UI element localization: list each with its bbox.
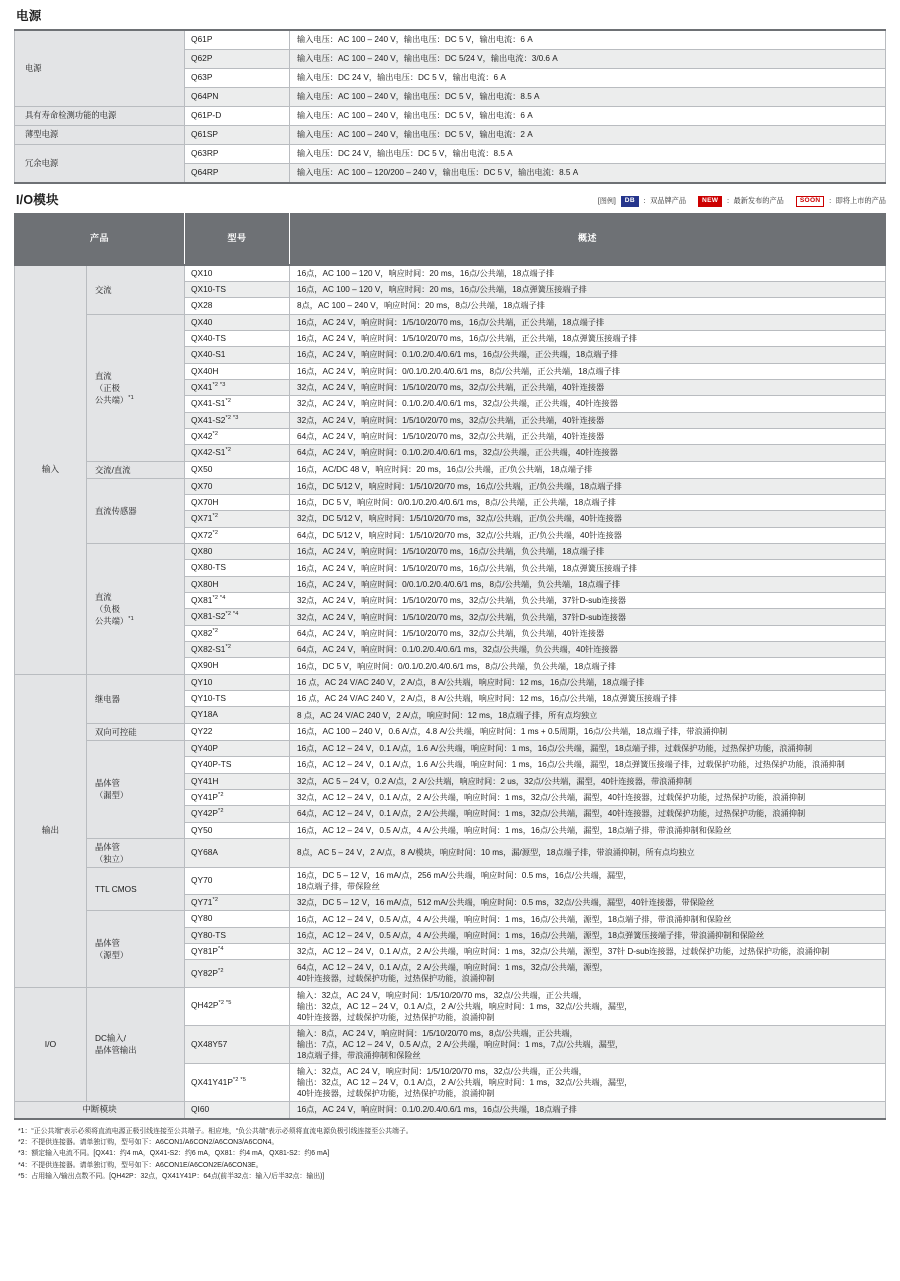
power-category-cell: 薄型电源 — [15, 125, 185, 144]
io-desc-cell: 32点，AC 24 V，响应时间：1/5/10/20/70 ms，32点/公共端，正公共端，40针连接器 — [290, 412, 886, 428]
io-desc-cell: 16点，AC 24 V，响应时间：0.1/0.2/0.4/0.6/1 ms，16点/公共端，正公共端，18点端子排 — [290, 347, 886, 363]
io-model-cell: $QX41Y41P^{*2 *5}$ — [185, 1063, 290, 1101]
footnote-marker: *2 — [225, 644, 232, 651]
legend — [598, 196, 886, 208]
io-desc-cell: 16点，AC 12 – 24 V，0.5 A/点，4 A/公共端，响应时间：1 ms，16点/公共端，源型，18点弹簧压接端子排，带浪涌抑制和保险丝 — [290, 927, 886, 943]
column-header-product: 产品 — [15, 213, 185, 265]
table-row — [15, 1102, 886, 1119]
footnote-marker: *2 — [212, 897, 219, 904]
io-section-title: I/O模块 — [16, 192, 59, 207]
io-model-cell: QX41-S1$^{*2}$ — [185, 396, 290, 412]
io-desc-cell: 8 点，AC 24 V/AC 240 V，2 A/点，响应时间：12 ms，18点端子排，所有点均独立 — [290, 707, 886, 723]
io-desc-cell: 16点，AC 12 – 24 V，0.1 A/点，1.6 A/公共端，响应时间：1 ms，16点/公共端，漏型，18点端子排，过载保护功能，过热保护功能，浪涌抑制 — [290, 740, 886, 756]
power-desc-cell: 输入电压：AC 100 – 240 V，输出电压：DC 5 V，输出电流：2 A — [290, 125, 886, 144]
legend-lead: [图例] — [597, 198, 616, 206]
io-desc-cell: 输入：8点，AC 24 V，响应时间：1/5/10/20/70 ms，8点/公共端，正公共端， 输出：7点，AC 12 – 24 V，0.5 A/点，2 A/公共端，响应时间：1 ms，7点/公共端，漏型， 18点端子排，带浪涌抑制和保险丝 — [290, 1025, 886, 1063]
footnotes — [14, 1126, 886, 1183]
io-model-cell: $QX41^{*2 *3}$ — [185, 379, 290, 395]
io-model-cell: QY71$^{*2}$ — [185, 895, 290, 911]
footnote-line: *1：“正公共端”表示必须将直流电源正极引线连接至公共端子。相应地，“负公共端”表示必须将直流电源负极引线连接至公共端子。 — [18, 1127, 413, 1135]
io-desc-cell: 16点，AC 12 – 24 V，0.5 A/点，4 A/公共端，响应时间：1 ms，16点/公共端，源型，18点端子排，带浪涌抑制和保险丝 — [290, 911, 886, 927]
footnote-marker: *2 — [225, 398, 232, 405]
io-group-cell: 中断模块 — [15, 1102, 185, 1119]
table-row — [15, 461, 886, 478]
io-model-cell: QX80 — [185, 544, 290, 560]
io-model-cell: $QY81P^{*4}$ — [185, 944, 290, 960]
io-group-cell: 输出 — [15, 674, 87, 987]
io-model-cell: QX50 — [185, 461, 290, 478]
power-model-cell: Q64RP — [185, 163, 290, 183]
power-desc-cell: 输入电压：DC 24 V，输出电压：DC 5 V，输出电流：8.5 A — [290, 144, 886, 163]
io-model-cell: QX80H — [185, 576, 290, 592]
io-model-cell: QY22 — [185, 723, 290, 740]
io-subgroup-cell: 继电器 — [87, 674, 185, 723]
legend-text-soon: ：即将上市的产品 — [828, 196, 886, 206]
footnote-marker: *2 *5 — [232, 1077, 247, 1084]
power-model-cell: Q61SP — [185, 125, 290, 144]
io-subgroup-cell: 直流传感器 — [87, 478, 185, 543]
power-model-cell: Q63P — [185, 68, 290, 87]
io-desc-cell: 16点，AC 12 – 24 V，0.5 A/点，4 A/公共端，响应时间：1 ms，16点/公共端，漏型，18点端子排，带浪涌抑制和保险丝 — [290, 822, 886, 838]
footnote-marker: *2 — [218, 808, 224, 815]
io-desc-cell: 16 点，AC 24 V/AC 240 V，2 A/点，8 A/公共端，响应时间：12 ms，16点/公共端，18点弹簧压接端子排 — [290, 691, 886, 707]
legend-badge-db: DB — [621, 196, 639, 207]
io-model-cell: QY10 — [185, 674, 290, 690]
io-desc-cell: 16点，DC 5/12 V，响应时间：1/5/10/20/70 ms，16点/公共端，正/负公共端，18点端子排 — [290, 478, 886, 494]
io-model-cell: QY68A — [185, 838, 290, 867]
io-desc-cell: 16点，AC 24 V，响应时间：1/5/10/20/70 ms，16点/公共端，正公共端，18点弹簧压接端子排 — [290, 330, 886, 346]
io-module-table — [14, 213, 886, 1120]
table-row — [15, 478, 886, 494]
power-desc-cell: 输入电压：AC 100 – 240 V，输出电压：DC 5/24 V，输出电流：3/0.6 A — [290, 49, 886, 68]
io-desc-cell: 输入：32点，AC 24 V，响应时间：1/5/10/20/70 ms，32点/公共端，正公共端， 输出：32点，AC 12 – 24 V，0.1 A/点，2 A/公共端，响应时间：1 ms，32点/公共端，漏型， 40针连接器，过载保护功能，过热保护功能，浪涌抑制 — [290, 987, 886, 1025]
io-desc-cell: 64点，DC 5/12 V，响应时间：1/5/10/20/70 ms，32点/公共端，正/负公共端，40针连接器 — [290, 527, 886, 543]
power-supply-table — [14, 29, 886, 184]
io-desc-cell: 16 点，AC 24 V/AC 240 V，2 A/点，8 A/公共端，响应时间：12 ms，16点/公共端，18点端子排 — [290, 674, 886, 690]
io-model-cell: $QY82P^{*2}$ — [185, 960, 290, 987]
io-desc-cell: 16点，AC 24 V，响应时间：1/5/10/20/70 ms，16点/公共端，负公共端，18点弹簧压接端子排 — [290, 560, 886, 576]
power-category-cell: 冗余电源 — [15, 144, 185, 183]
io-model-cell: $QX41-S2^{*2 *3}$ — [185, 412, 290, 428]
io-subgroup-cell: 晶体管 （源型） — [87, 911, 185, 987]
io-desc-cell: 32点，AC 24 V，响应时间：1/5/10/20/70 ms，32点/公共端，负公共端，37针D-sub连接器 — [290, 593, 886, 609]
power-model-cell: Q64PN — [185, 87, 290, 106]
power-desc-cell: 输入电压：AC 100 – 240 V，输出电压：DC 5 V，输出电流：8.5 A — [290, 87, 886, 106]
io-model-cell: QX48Y57 — [185, 1025, 290, 1063]
io-subgroup-cell: 晶体管 （漏型） — [87, 740, 185, 838]
io-model-cell: QX70 — [185, 478, 290, 494]
io-desc-cell: 16点，AC 100 – 120 V，响应时间：20 ms，16点/公共端，18点端子排 — [290, 265, 886, 282]
io-desc-cell: 16点，AC/DC 48 V，响应时间：20 ms，16点/公共端，正/负公共端，18点端子排 — [290, 461, 886, 478]
footnote-line: *2：不提供连接器。请单独订购，型号如下：A6CON1/A6CON2/A6CON3/A6CON4。 — [18, 1139, 279, 1147]
io-subgroup-cell: DC输入/ 晶体管输出 — [87, 987, 185, 1102]
io-model-cell: QY80-TS — [185, 927, 290, 943]
footnote-marker: *2 — [218, 968, 224, 974]
table-row — [15, 544, 886, 560]
column-header-overview: 概述 — [290, 213, 886, 265]
io-desc-cell: 64点，AC 12 – 24 V，0.1 A/点，2 A/公共端，响应时间：1 ms，32点/公共端，源型， 40针连接器，过载保护功能，过热保护功能，浪涌抑制 — [290, 960, 886, 987]
io-desc-cell: 16点，AC 100 – 120 V，响应时间：20 ms，16点/公共端，18点弹簧压接端子排 — [290, 281, 886, 297]
io-model-cell: QX90H — [185, 658, 290, 674]
table-row — [15, 106, 886, 125]
io-model-cell: QI60 — [185, 1102, 290, 1119]
io-model-cell: QX71$^{*2}$ — [185, 511, 290, 527]
io-desc-cell: 32点，DC 5/12 V，响应时间：1/5/10/20/70 ms，32点/公共端，正/负公共端，40针连接器 — [290, 511, 886, 527]
io-subgroup-cell: 直流 （正极 公共端）$^{*1}$ — [87, 314, 185, 461]
io-subgroup-cell: TTL CMOS — [87, 867, 185, 910]
legend-text-db: ：双品牌产品 — [642, 196, 687, 206]
io-model-cell: QX40-S1 — [185, 347, 290, 363]
power-desc-cell: 输入电压：AC 100 – 120/200 – 240 V，输出电压：DC 5 V，输出电流：8.5 A — [290, 163, 886, 183]
io-desc-cell: 32点，AC 5 – 24 V，0.2 A/点，2 A/公共端，响应时间：2 us，32点/公共端，漏型，40针连接器，带浪涌抑制 — [290, 773, 886, 789]
footnote-marker: *2 *3 — [212, 382, 226, 389]
io-model-cell: QX40-TS — [185, 330, 290, 346]
power-category-cell: 电源 — [15, 30, 185, 107]
table-row — [15, 838, 886, 867]
power-section-title: 电源 — [16, 9, 42, 23]
footnote-line: *3：额定输入电流不同。[QX41：约4 mA，QX41-S2：约6 mA，QX81：约4 mA，QX81-S2：约6 mA] — [18, 1150, 330, 1158]
footnote-marker: *2 *3 — [225, 414, 239, 421]
footnote-marker: *4 — [218, 946, 224, 953]
table-row — [15, 987, 886, 1025]
table-row — [15, 265, 886, 282]
power-desc-cell: 输入电压：DC 24 V，输出电压：DC 5 V，输出电流：6 A — [290, 68, 886, 87]
power-model-cell: Q62P — [185, 49, 290, 68]
io-model-cell: QY41H — [185, 773, 290, 789]
table-row — [15, 144, 886, 163]
io-desc-cell: 64点，AC 24 V，响应时间：1/5/10/20/70 ms，32点/公共端，正公共端，40针连接器 — [290, 428, 886, 444]
footnote-marker: *2 — [212, 513, 219, 520]
io-desc-cell: 64点，AC 24 V，响应时间：1/5/10/20/70 ms，32点/公共端，负公共端，40针连接器 — [290, 625, 886, 641]
io-desc-cell: 64点，AC 24 V，响应时间：0.1/0.2/0.4/0.6/1 ms，32点/公共端，正公共端，40针连接器 — [290, 445, 886, 461]
io-model-cell: QX82-S1$^{*2}$ — [185, 642, 290, 658]
io-model-cell: $QY42P^{*2}$ — [185, 806, 290, 822]
io-subgroup-cell: 直流 （负极 公共端）$^{*1}$ — [87, 544, 185, 675]
io-section-header — [14, 194, 886, 208]
io-desc-cell: 16点，AC 24 V，响应时间：1/5/10/20/70 ms，16点/公共端，正公共端，18点端子排 — [290, 314, 886, 330]
io-desc-cell: 64点，AC 24 V，响应时间：0.1/0.2/0.4/0.6/1 ms，32点/公共端，负公共端，40针连接器 — [290, 642, 886, 658]
legend-text-new: ：最新发布的产品 — [726, 196, 784, 206]
power-model-cell: Q61P — [185, 30, 290, 50]
table-row — [15, 723, 886, 740]
io-model-cell: QX82$^{*2}$ — [185, 625, 290, 641]
footnote-marker: *2 *5 — [218, 1000, 232, 1007]
table-row — [15, 674, 886, 690]
footnote-marker: *2 — [212, 627, 219, 634]
io-desc-cell: 32点，AC 24 V，响应时间：1/5/10/20/70 ms，32点/公共端，正公共端，40针连接器 — [290, 379, 886, 395]
footnote-marker: *2 *4 — [225, 611, 239, 618]
io-model-cell: QY18A — [185, 707, 290, 723]
io-model-cell: QX80-TS — [185, 560, 290, 576]
io-desc-cell: 16点，AC 24 V，响应时间：0.1/0.2/0.4/0.6/1 ms，16点/公共端，18点端子排 — [290, 1102, 886, 1119]
table-row — [15, 867, 886, 894]
io-desc-cell: 16点，AC 12 – 24 V，0.1 A/点，1.6 A/公共端，响应时间：1 ms，16点/公共端，漏型，18点弹簧压接端子排，过载保护功能，过热保护功能，浪涌抑制 — [290, 757, 886, 773]
io-desc-cell: 32点，DC 5 – 12 V，16 mA/点，512 mA/公共端，响应时间：0.5 ms，32点/公共端，漏型，40针连接器，带保险丝 — [290, 895, 886, 911]
io-model-cell: QY50 — [185, 822, 290, 838]
column-header-model: 型号 — [185, 213, 290, 265]
power-desc-cell: 输入电压：AC 100 – 240 V，输出电压：DC 5 V，输出电流：6 A — [290, 30, 886, 50]
io-model-cell: $QX81^{*2 *4}$ — [185, 593, 290, 609]
footnote-marker: *2 — [218, 792, 224, 799]
power-desc-cell: 输入电压：AC 100 – 240 V，输出电压：DC 5 V，输出电流：6 A — [290, 106, 886, 125]
io-desc-cell: 32点，AC 24 V，响应时间：0.1/0.2/0.4/0.6/1 ms，32点/公共端，正公共端，40针连接器 — [290, 396, 886, 412]
io-model-cell: QX28 — [185, 298, 290, 314]
table-row — [15, 30, 886, 50]
io-desc-cell: 16点，AC 24 V，响应时间：1/5/10/20/70 ms，16点/公共端，负公共端，18点端子排 — [290, 544, 886, 560]
io-desc-cell: 64点，AC 12 – 24 V，0.1 A/点，2 A/公共端，响应时间：1 ms，32点/公共端，漏型，40针连接器，过载保护功能，过热保护功能，浪涌抑制 — [290, 806, 886, 822]
io-model-cell: QX40 — [185, 314, 290, 330]
io-subgroup-cell: 交流 — [87, 265, 185, 315]
io-model-cell: QX70H — [185, 494, 290, 510]
footnote-marker: *1 — [128, 616, 134, 623]
io-desc-cell: 8点，AC 5 – 24 V，2 A/点，8 A/模块，响应时间：10 ms，漏/源型，18点端子排，带浪涌抑制，所有点均独立 — [290, 838, 886, 867]
footnote-line: *4：不提供连接器。请单独订购，型号如下：A6CON1E/A6CON2E/A6CON3E。 — [18, 1161, 263, 1169]
io-model-cell: QX40H — [185, 363, 290, 379]
table-row — [15, 740, 886, 756]
io-desc-cell: 16点，AC 24 V，响应时间：0/0.1/0.2/0.4/0.6/1 ms，8点/公共端，正公共端，18点端子排 — [290, 363, 886, 379]
io-model-cell: $QY41P^{*2}$ — [185, 789, 290, 805]
io-subgroup-cell: 晶体管 （独立） — [87, 838, 185, 867]
io-desc-cell: 32点，AC 12 – 24 V，0.1 A/点，2 A/公共端，响应时间：1 ms，32点/公共端，漏型，40针连接器，过载保护功能，过热保护功能，浪涌抑制 — [290, 789, 886, 805]
io-model-cell: QY40P — [185, 740, 290, 756]
io-group-cell: I/O — [15, 987, 87, 1102]
io-model-cell: QX42-S1$^{*2}$ — [185, 445, 290, 461]
io-model-cell: $QX81-S2^{*2 *4}$ — [185, 609, 290, 625]
io-desc-cell: 16点，AC 100 – 240 V，0.6 A/点，4.8 A/公共端，响应时间：1 ms + 0.5周期，16点/公共端，18点端子排，带浪涌抑制 — [290, 723, 886, 740]
io-model-cell: QY40P-TS — [185, 757, 290, 773]
table-row — [15, 125, 886, 144]
table-row — [15, 314, 886, 330]
footnote-line: *5：占用输入/输出点数不同。[QH42P：32点，QX41Y41P：64点(前半32点：输入/后半32点：输出)] — [18, 1173, 325, 1181]
footnote-marker: *2 — [212, 431, 219, 438]
io-desc-cell: 16点，AC 24 V，响应时间：0/0.1/0.2/0.4/0.6/1 ms，8点/公共端，负公共端，18点端子排 — [290, 576, 886, 592]
io-desc-cell: 32点，AC 12 – 24 V，0.1 A/点，2 A/公共端，响应时间：1 ms，32点/公共端，源型，37针 D-sub连接器，过载保护功能，过热保护功能，浪涌抑制 — [290, 944, 886, 960]
table-row — [15, 911, 886, 927]
io-subgroup-cell: 交流/直流 — [87, 461, 185, 478]
io-desc-cell: 16点，DC 5 – 12 V，16 mA/点，256 mA/公共端，响应时间：0.5 ms，16点/公共端，漏型， 18点端子排，带保险丝 — [290, 867, 886, 894]
io-desc-cell: 32点，AC 24 V，响应时间：1/5/10/20/70 ms，32点/公共端，负公共端，37针D-sub连接器 — [290, 609, 886, 625]
io-model-cell: QX72$^{*2}$ — [185, 527, 290, 543]
footnote-marker: *2 — [225, 447, 232, 454]
legend-badge-new: NEW — [698, 196, 722, 207]
power-model-cell: Q63RP — [185, 144, 290, 163]
io-model-cell: QY80 — [185, 911, 290, 927]
footnote-marker: *2 — [212, 529, 219, 536]
io-subgroup-cell: 双向可控硅 — [87, 723, 185, 740]
footnote-marker: *2 *4 — [212, 595, 226, 602]
io-model-cell: QX10 — [185, 265, 290, 282]
io-desc-cell: 16点，DC 5 V，响应时间：0/0.1/0.2/0.4/0.6/1 ms，8点/公共端，负公共端，18点端子排 — [290, 658, 886, 674]
io-model-cell: $QH42P^{*2 *5}$ — [185, 987, 290, 1025]
power-category-cell: 具有寿命检测功能的电源 — [15, 106, 185, 125]
io-desc-cell: 输入：32点，AC 24 V，响应时间：1/5/10/20/70 ms，32点/公共端，正公共端， 输出：32点，AC 12 – 24 V，0.1 A/点，2 A/公共端，响应时间：1 ms，32点/公共端，漏型， 40针连接器，过载保护功能，过热保护功能，浪涌抑制 — [290, 1063, 886, 1101]
io-model-cell: QX42$^{*2}$ — [185, 428, 290, 444]
footnote-marker: *1 — [128, 394, 134, 401]
power-model-cell: Q61P-D — [185, 106, 290, 125]
io-desc-cell: 16点，DC 5 V，响应时间：0/0.1/0.2/0.4/0.6/1 ms，8点/公共端，正公共端，18点端子排 — [290, 494, 886, 510]
io-model-cell: QX10-TS — [185, 281, 290, 297]
io-desc-cell: 8点，AC 100 – 240 V，响应时间：20 ms，8点/公共端，18点端子排 — [290, 298, 886, 314]
io-model-cell: QY70 — [185, 867, 290, 894]
io-model-cell: QY10-TS — [185, 691, 290, 707]
io-group-cell: 输入 — [15, 265, 87, 675]
legend-badge-soon: SOON — [796, 196, 825, 207]
